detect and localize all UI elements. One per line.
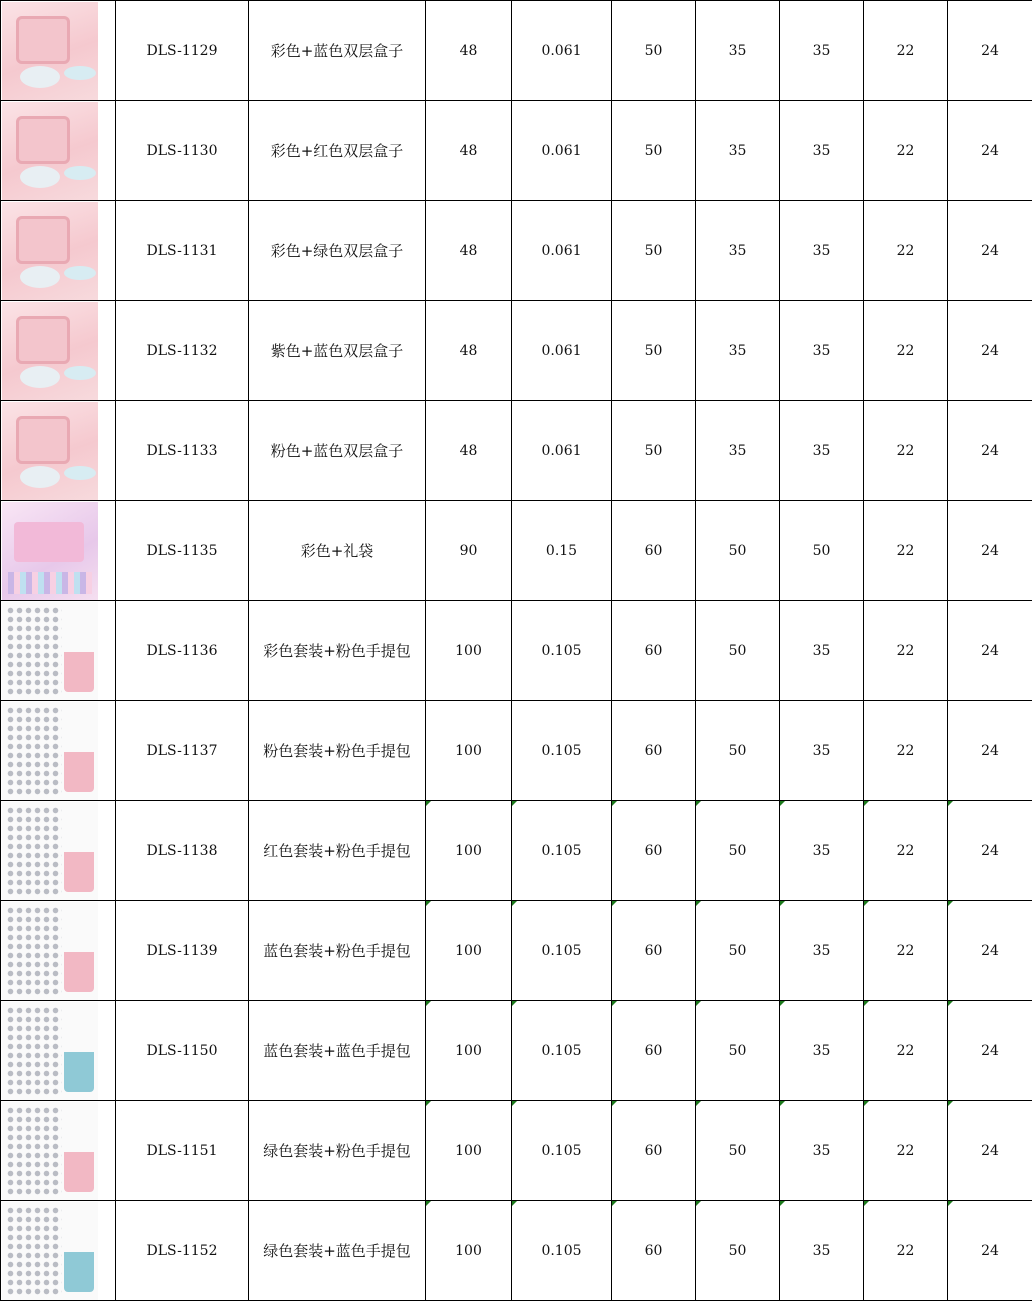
weight-cell-2[interactable]: 24 <box>948 401 1032 501</box>
volume-cell[interactable]: 0.15 <box>512 501 612 601</box>
product-image <box>2 302 98 400</box>
dim-cell-3[interactable]: 35 <box>780 201 864 301</box>
dim-cell-2[interactable]: 35 <box>696 301 780 401</box>
product-description[interactable]: 彩色+绿色双层盒子 <box>249 201 426 301</box>
dim-cell-1[interactable]: 60 <box>612 1001 696 1101</box>
weight-cell-2[interactable]: 24 <box>948 1001 1032 1101</box>
dim-cell-1[interactable]: 50 <box>612 401 696 501</box>
product-image <box>2 702 98 800</box>
dim-cell-3[interactable]: 35 <box>780 101 864 201</box>
weight-cell-1[interactable]: 22 <box>864 201 948 301</box>
product-image <box>2 2 98 100</box>
weight-cell-2[interactable]: 24 <box>948 501 1032 601</box>
product-code[interactable]: DLS-1135 <box>116 501 249 601</box>
dim-cell-2[interactable]: 50 <box>696 701 780 801</box>
dim-cell-2[interactable]: 50 <box>696 1201 780 1301</box>
quantity-cell[interactable]: 48 <box>426 401 512 501</box>
dim-cell-3[interactable]: 35 <box>780 1 864 101</box>
product-image <box>2 802 98 900</box>
product-description[interactable]: 彩色+红色双层盒子 <box>249 101 426 201</box>
dim-cell-1[interactable]: 50 <box>612 201 696 301</box>
volume-cell[interactable]: 0.061 <box>512 1 612 101</box>
dim-cell-3[interactable]: 35 <box>780 901 864 1001</box>
product-code[interactable]: DLS-1150 <box>116 1001 249 1101</box>
error-indicator-icon <box>780 1001 785 1006</box>
error-indicator-icon <box>426 901 431 906</box>
quantity-cell[interactable]: 100 <box>426 801 512 901</box>
table-row <box>1 1001 1032 1101</box>
dim-cell-3[interactable]: 35 <box>780 701 864 801</box>
error-indicator-icon <box>426 1101 431 1106</box>
product-code[interactable]: DLS-1151 <box>116 1101 249 1201</box>
weight-cell-2[interactable]: 24 <box>948 1 1032 101</box>
error-indicator-icon <box>864 1001 869 1006</box>
product-image-cell[interactable] <box>1 1201 116 1301</box>
product-code[interactable]: DLS-1138 <box>116 801 249 901</box>
error-indicator-icon <box>948 801 953 806</box>
product-description[interactable]: 彩色+蓝色双层盒子 <box>249 1 426 101</box>
table-row <box>1 1201 1032 1301</box>
product-image <box>2 1002 98 1100</box>
dim-cell-2[interactable]: 35 <box>696 201 780 301</box>
dim-cell-2[interactable]: 50 <box>696 901 780 1001</box>
weight-cell-1[interactable]: 22 <box>864 401 948 501</box>
error-indicator-icon <box>948 1001 953 1006</box>
product-image-cell[interactable] <box>1 301 116 401</box>
volume-cell[interactable]: 0.061 <box>512 201 612 301</box>
product-description[interactable]: 绿色套装+粉色手提包 <box>249 1101 426 1201</box>
table-row <box>1 1101 1032 1201</box>
error-indicator-icon <box>780 801 785 806</box>
volume-cell[interactable]: 0.105 <box>512 701 612 801</box>
weight-cell-1[interactable]: 22 <box>864 301 948 401</box>
weight-cell-1[interactable]: 22 <box>864 1001 948 1101</box>
product-code[interactable]: DLS-1130 <box>116 101 249 201</box>
volume-cell[interactable]: 0.105 <box>512 1201 612 1301</box>
dim-cell-1[interactable]: 60 <box>612 1101 696 1201</box>
error-indicator-icon <box>612 901 617 906</box>
product-description[interactable]: 蓝色套装+蓝色手提包 <box>249 1001 426 1101</box>
weight-cell-1[interactable]: 22 <box>864 1101 948 1201</box>
weight-cell-2[interactable]: 24 <box>948 1101 1032 1201</box>
table-row <box>1 101 1032 201</box>
product-description[interactable]: 彩色+礼袋 <box>249 501 426 601</box>
dim-cell-2[interactable]: 50 <box>696 501 780 601</box>
dim-cell-1[interactable]: 50 <box>612 1 696 101</box>
quantity-cell[interactable]: 100 <box>426 601 512 701</box>
quantity-cell[interactable]: 100 <box>426 1101 512 1201</box>
dim-cell-2[interactable]: 50 <box>696 801 780 901</box>
product-image-cell[interactable] <box>1 401 116 501</box>
error-indicator-icon <box>864 1101 869 1106</box>
quantity-cell[interactable]: 90 <box>426 501 512 601</box>
product-image <box>2 202 98 300</box>
quantity-cell[interactable]: 100 <box>426 701 512 801</box>
dim-cell-1[interactable]: 60 <box>612 801 696 901</box>
product-image-cell[interactable] <box>1 1 116 101</box>
table-body <box>1 1 1032 1301</box>
quantity-cell[interactable]: 48 <box>426 201 512 301</box>
dim-cell-2[interactable]: 50 <box>696 1001 780 1101</box>
weight-cell-2[interactable]: 24 <box>948 701 1032 801</box>
dim-cell-2[interactable]: 50 <box>696 601 780 701</box>
weight-cell-1[interactable]: 22 <box>864 501 948 601</box>
product-image <box>2 102 98 200</box>
error-indicator-icon <box>780 901 785 906</box>
error-indicator-icon <box>512 901 517 906</box>
volume-cell[interactable]: 0.061 <box>512 101 612 201</box>
dim-cell-3[interactable]: 35 <box>780 1001 864 1101</box>
error-indicator-icon <box>512 1001 517 1006</box>
dim-cell-1[interactable]: 50 <box>612 301 696 401</box>
product-image-cell[interactable] <box>1 501 116 601</box>
error-indicator-icon <box>948 901 953 906</box>
weight-cell-2[interactable]: 24 <box>948 601 1032 701</box>
weight-cell-1[interactable]: 22 <box>864 101 948 201</box>
volume-cell[interactable]: 0.061 <box>512 401 612 501</box>
product-code[interactable]: DLS-1137 <box>116 701 249 801</box>
product-image <box>2 1102 98 1200</box>
weight-cell-1[interactable]: 22 <box>864 801 948 901</box>
dim-cell-2[interactable]: 50 <box>696 1101 780 1201</box>
dim-cell-2[interactable]: 35 <box>696 401 780 501</box>
dim-cell-1[interactable]: 60 <box>612 501 696 601</box>
product-code[interactable]: DLS-1133 <box>116 401 249 501</box>
dim-cell-1[interactable]: 60 <box>612 901 696 1001</box>
error-indicator-icon <box>864 801 869 806</box>
weight-cell-1[interactable]: 22 <box>864 701 948 801</box>
volume-cell[interactable]: 0.105 <box>512 601 612 701</box>
product-description[interactable]: 红色套装+粉色手提包 <box>249 801 426 901</box>
dim-cell-3[interactable]: 35 <box>780 601 864 701</box>
product-code[interactable]: DLS-1131 <box>116 201 249 301</box>
quantity-cell[interactable]: 100 <box>426 1201 512 1301</box>
error-indicator-icon <box>512 801 517 806</box>
product-code[interactable]: DLS-1132 <box>116 301 249 401</box>
product-image-cell[interactable] <box>1 1101 116 1201</box>
weight-cell-1[interactable]: 22 <box>864 1 948 101</box>
weight-cell-2[interactable]: 24 <box>948 301 1032 401</box>
table-row <box>1 801 1032 901</box>
product-code[interactable]: DLS-1139 <box>116 901 249 1001</box>
weight-cell-1[interactable]: 22 <box>864 601 948 701</box>
dim-cell-3[interactable]: 35 <box>780 801 864 901</box>
product-description[interactable]: 彩色套装+粉色手提包 <box>249 601 426 701</box>
product-image-cell[interactable] <box>1 701 116 801</box>
error-indicator-icon <box>426 1201 431 1206</box>
product-image <box>2 402 98 500</box>
volume-cell[interactable]: 0.105 <box>512 801 612 901</box>
dim-cell-1[interactable]: 60 <box>612 1201 696 1301</box>
table-row <box>1 501 1032 601</box>
error-indicator-icon <box>512 1101 517 1106</box>
volume-cell[interactable]: 0.105 <box>512 1001 612 1101</box>
error-indicator-icon <box>612 1001 617 1006</box>
product-code[interactable]: DLS-1136 <box>116 601 249 701</box>
product-image <box>2 602 98 700</box>
error-indicator-icon <box>948 1201 953 1206</box>
product-image-cell[interactable] <box>1 101 116 201</box>
error-indicator-icon <box>696 1101 701 1106</box>
table-row <box>1 901 1032 1001</box>
weight-cell-1[interactable]: 22 <box>864 1201 948 1301</box>
product-image-cell[interactable] <box>1 1001 116 1101</box>
table-row <box>1 701 1032 801</box>
dim-cell-3[interactable]: 35 <box>780 1201 864 1301</box>
product-image-cell[interactable] <box>1 901 116 1001</box>
product-code[interactable]: DLS-1152 <box>116 1201 249 1301</box>
error-indicator-icon <box>864 901 869 906</box>
product-description[interactable]: 紫色+蓝色双层盒子 <box>249 301 426 401</box>
weight-cell-2[interactable]: 24 <box>948 1201 1032 1301</box>
dim-cell-3[interactable]: 50 <box>780 501 864 601</box>
table-row <box>1 401 1032 501</box>
weight-cell-2[interactable]: 24 <box>948 801 1032 901</box>
product-image-cell[interactable] <box>1 601 116 701</box>
quantity-cell[interactable]: 48 <box>426 101 512 201</box>
error-indicator-icon <box>612 801 617 806</box>
error-indicator-icon <box>426 1001 431 1006</box>
product-image <box>2 902 98 1000</box>
product-description[interactable]: 蓝色套装+粉色手提包 <box>249 901 426 1001</box>
quantity-cell[interactable]: 48 <box>426 301 512 401</box>
dim-cell-1[interactable]: 50 <box>612 101 696 201</box>
dim-cell-3[interactable]: 35 <box>780 301 864 401</box>
table-row <box>1 601 1032 701</box>
product-image <box>2 502 98 600</box>
product-image <box>2 1202 98 1300</box>
volume-cell[interactable]: 0.105 <box>512 901 612 1001</box>
table-row <box>1 301 1032 401</box>
product-description[interactable]: 粉色+蓝色双层盒子 <box>249 401 426 501</box>
error-indicator-icon <box>864 1201 869 1206</box>
table-row <box>1 1 1032 101</box>
quantity-cell[interactable]: 100 <box>426 901 512 1001</box>
table-row <box>1 201 1032 301</box>
quantity-cell[interactable]: 100 <box>426 1001 512 1101</box>
error-indicator-icon <box>696 901 701 906</box>
weight-cell-2[interactable]: 24 <box>948 201 1032 301</box>
dim-cell-2[interactable]: 35 <box>696 1 780 101</box>
product-description[interactable]: 粉色套装+粉色手提包 <box>249 701 426 801</box>
product-image-cell[interactable] <box>1 801 116 901</box>
error-indicator-icon <box>612 1101 617 1106</box>
volume-cell[interactable]: 0.105 <box>512 1101 612 1201</box>
error-indicator-icon <box>780 1201 785 1206</box>
error-indicator-icon <box>696 1201 701 1206</box>
dim-cell-2[interactable]: 35 <box>696 101 780 201</box>
weight-cell-2[interactable]: 24 <box>948 901 1032 1001</box>
product-image-cell[interactable] <box>1 201 116 301</box>
product-code[interactable]: DLS-1129 <box>116 1 249 101</box>
error-indicator-icon <box>612 1201 617 1206</box>
product-description[interactable]: 绿色套装+蓝色手提包 <box>249 1201 426 1301</box>
weight-cell-1[interactable]: 22 <box>864 901 948 1001</box>
weight-cell-2[interactable]: 24 <box>948 101 1032 201</box>
dim-cell-1[interactable]: 60 <box>612 601 696 701</box>
quantity-cell[interactable]: 48 <box>426 1 512 101</box>
error-indicator-icon <box>696 801 701 806</box>
dim-cell-3[interactable]: 35 <box>780 1101 864 1201</box>
error-indicator-icon <box>780 1101 785 1106</box>
error-indicator-icon <box>512 1201 517 1206</box>
error-indicator-icon <box>426 801 431 806</box>
error-indicator-icon <box>696 1001 701 1006</box>
dim-cell-1[interactable]: 60 <box>612 701 696 801</box>
volume-cell[interactable]: 0.061 <box>512 301 612 401</box>
dim-cell-3[interactable]: 35 <box>780 401 864 501</box>
error-indicator-icon <box>948 1101 953 1106</box>
